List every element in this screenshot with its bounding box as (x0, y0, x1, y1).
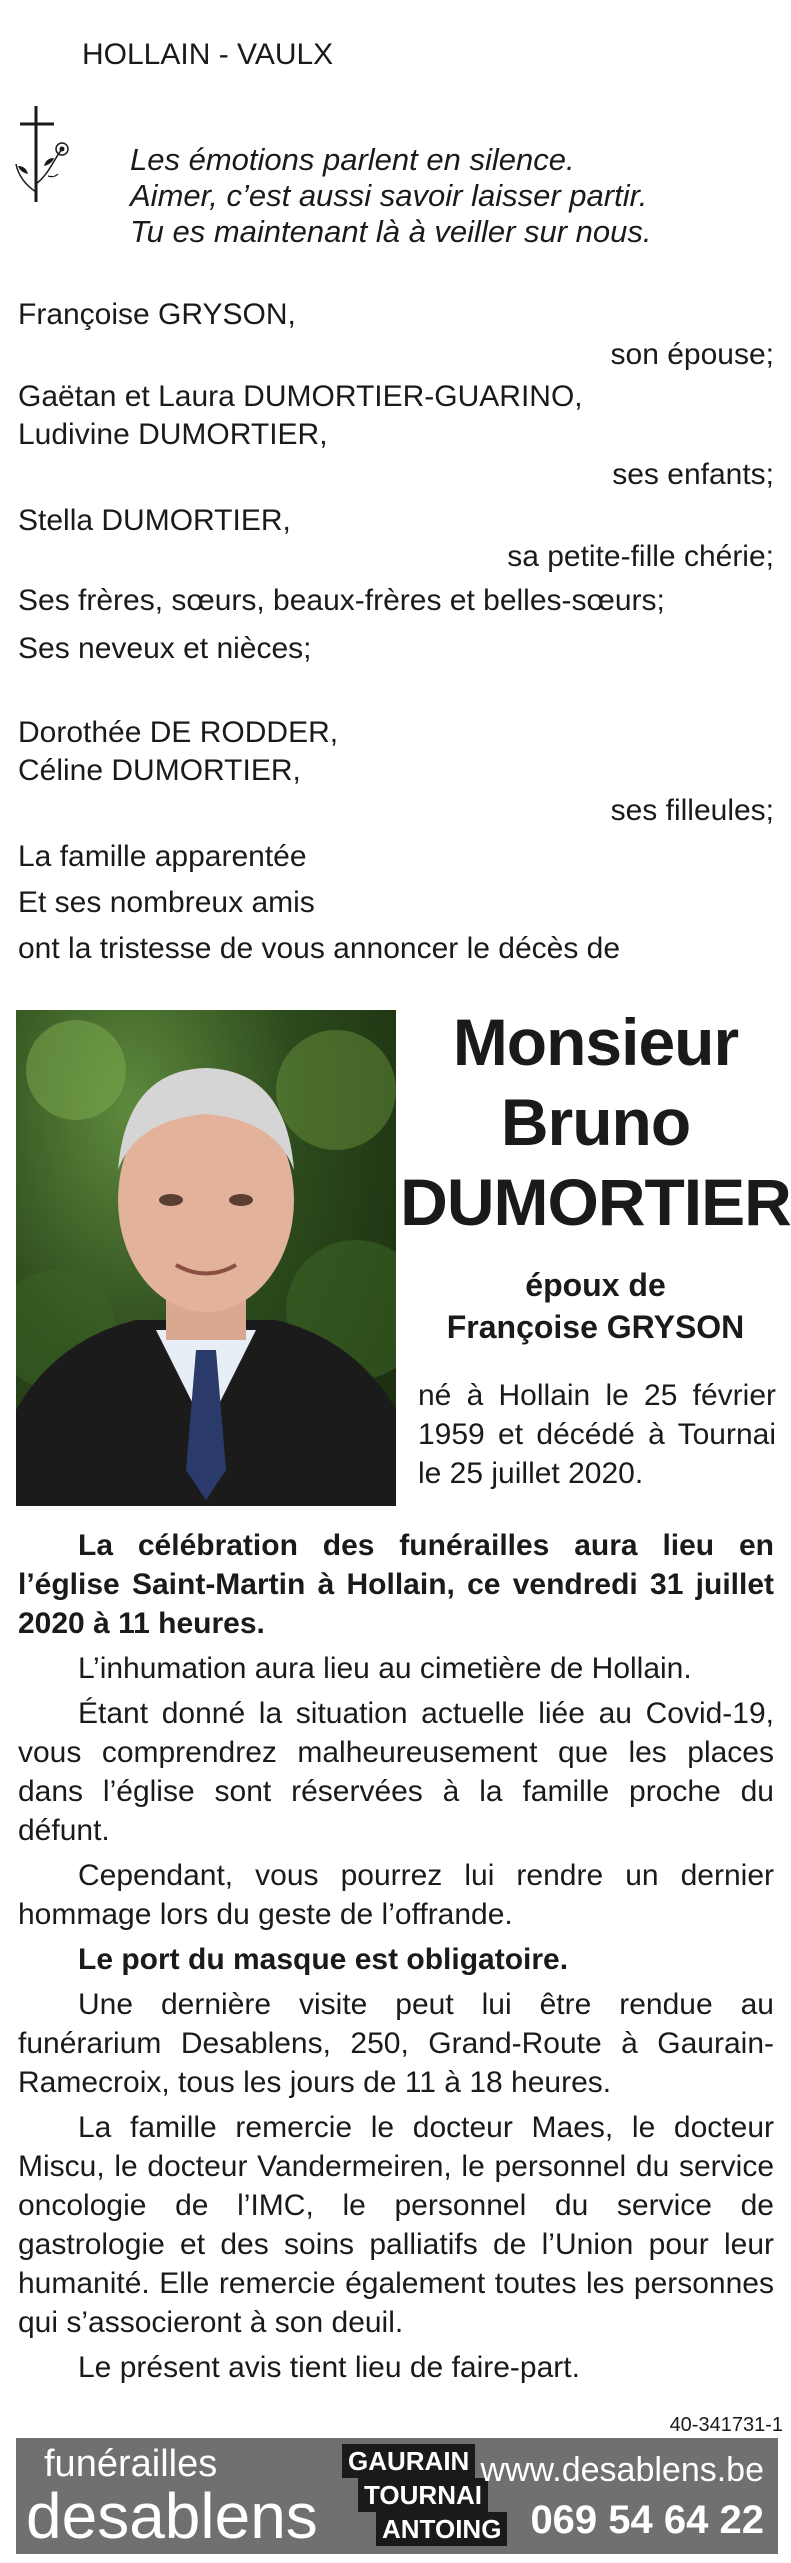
funeral-home-banner (16, 2438, 778, 2554)
location-header: HOLLAIN - VAULX (82, 38, 334, 71)
offering-paragraph: Cependant, vous pourrez lui rendre un dernier hommage lors du geste de l’offrande. (18, 1859, 774, 1931)
poem-line: Aimer, c’est aussi savoir laisser partir. (130, 178, 648, 213)
poem-line: Tu es maintenant là à veiller sur nous. (130, 214, 652, 249)
deceased-title: Monsieur (452, 1005, 739, 1079)
phone-number[interactable]: 069 54 64 22 (530, 2498, 764, 2542)
friends-line: Et ses nombreux amis (18, 886, 315, 919)
cross-flower-icon (14, 104, 74, 204)
goddaughter-name: Céline DUMORTIER, (18, 754, 301, 787)
grandchild-name: Stella DUMORTIER, (18, 504, 291, 537)
goddaughters-role: ses filleules; (610, 794, 774, 827)
brand-top: funérailles (44, 2443, 218, 2485)
birth-death-dates: né à Hollain le 25 février 1959 et décédé à Tournai le 25 juillet 2020. (418, 1379, 776, 1490)
reference-number: 40-341731-1 (669, 2414, 783, 2436)
spouse-label: époux de (525, 1267, 666, 1303)
nephews-line: Ses neveux et nièces; (18, 632, 312, 665)
announcement-line: ont la tristesse de vous annoncer le décès de (18, 932, 621, 965)
deceased-first-name: Bruno (500, 1085, 691, 1159)
town-label: GAURAIN (342, 2444, 475, 2478)
wife-name: Françoise GRYSON, (18, 298, 296, 331)
website-link[interactable]: www.desablens.be (480, 2451, 764, 2489)
siblings-line: Ses frères, sœurs, beaux-frères et belles-sœurs; (18, 584, 665, 617)
mask-paragraph: Le port du masque est obligatoire. (78, 1943, 569, 1976)
visit-paragraph: Une dernière visite peut lui être rendue au funérarium Desablens, 250, Grand-Route à Gaurain-Ramecroix, tous les jours de 11 à 18 heures. (18, 1988, 774, 2099)
covid-paragraph: Étant donné la situation actuelle liée au Covid-19, vous comprendrez malheureusement que les places dans l’église sont réservées à la famille proche du défunt. (18, 1697, 774, 1847)
town-label: TOURNAI (358, 2478, 488, 2512)
body-text (18, 1526, 774, 2393)
notice-paragraph: Le présent avis tient lieu de faire-part. (78, 2351, 580, 2384)
deceased-photo (16, 1010, 396, 1506)
town-label: ANTOING (376, 2512, 507, 2546)
poem-line: Les émotions parlent en silence. (130, 142, 575, 177)
deceased-last-name: DUMORTIER (400, 1165, 791, 1239)
ceremony-paragraph: La célébration des funérailles aura lieu en l’église Saint-Martin à Hollain, ce vendredi 31 juillet 2020 à 11 heures. (18, 1529, 774, 1640)
relatives-line: La famille apparentée (18, 840, 307, 873)
child-name: Ludivine DUMORTIER, (18, 418, 328, 451)
child-name: Gaëtan et Laura DUMORTIER-GUARINO, (18, 380, 583, 413)
brand-logo: desablens (26, 2480, 318, 2552)
grandchild-role: sa petite-fille chérie; (507, 540, 774, 573)
thanks-paragraph: La famille remercie le docteur Maes, le docteur Miscu, le docteur Vandermeiren, le personnel du service oncologie de l’IMC, le personnel du service de gastrologie et des soins palliatifs de l’Union pour leur humanité. Elle remercie également toutes les personnes qui s’associeront à son deuil. (18, 2111, 774, 2339)
goddaughter-name: Dorothée DE RODDER, (18, 716, 339, 749)
burial-paragraph: L’inhumation aura lieu au cimetière de Hollain. (78, 1652, 692, 1685)
spouse-name: Françoise GRYSON (446, 1309, 745, 1345)
wife-role: son épouse; (610, 338, 774, 371)
poem (130, 142, 652, 250)
children-role: ses enfants; (612, 458, 774, 491)
